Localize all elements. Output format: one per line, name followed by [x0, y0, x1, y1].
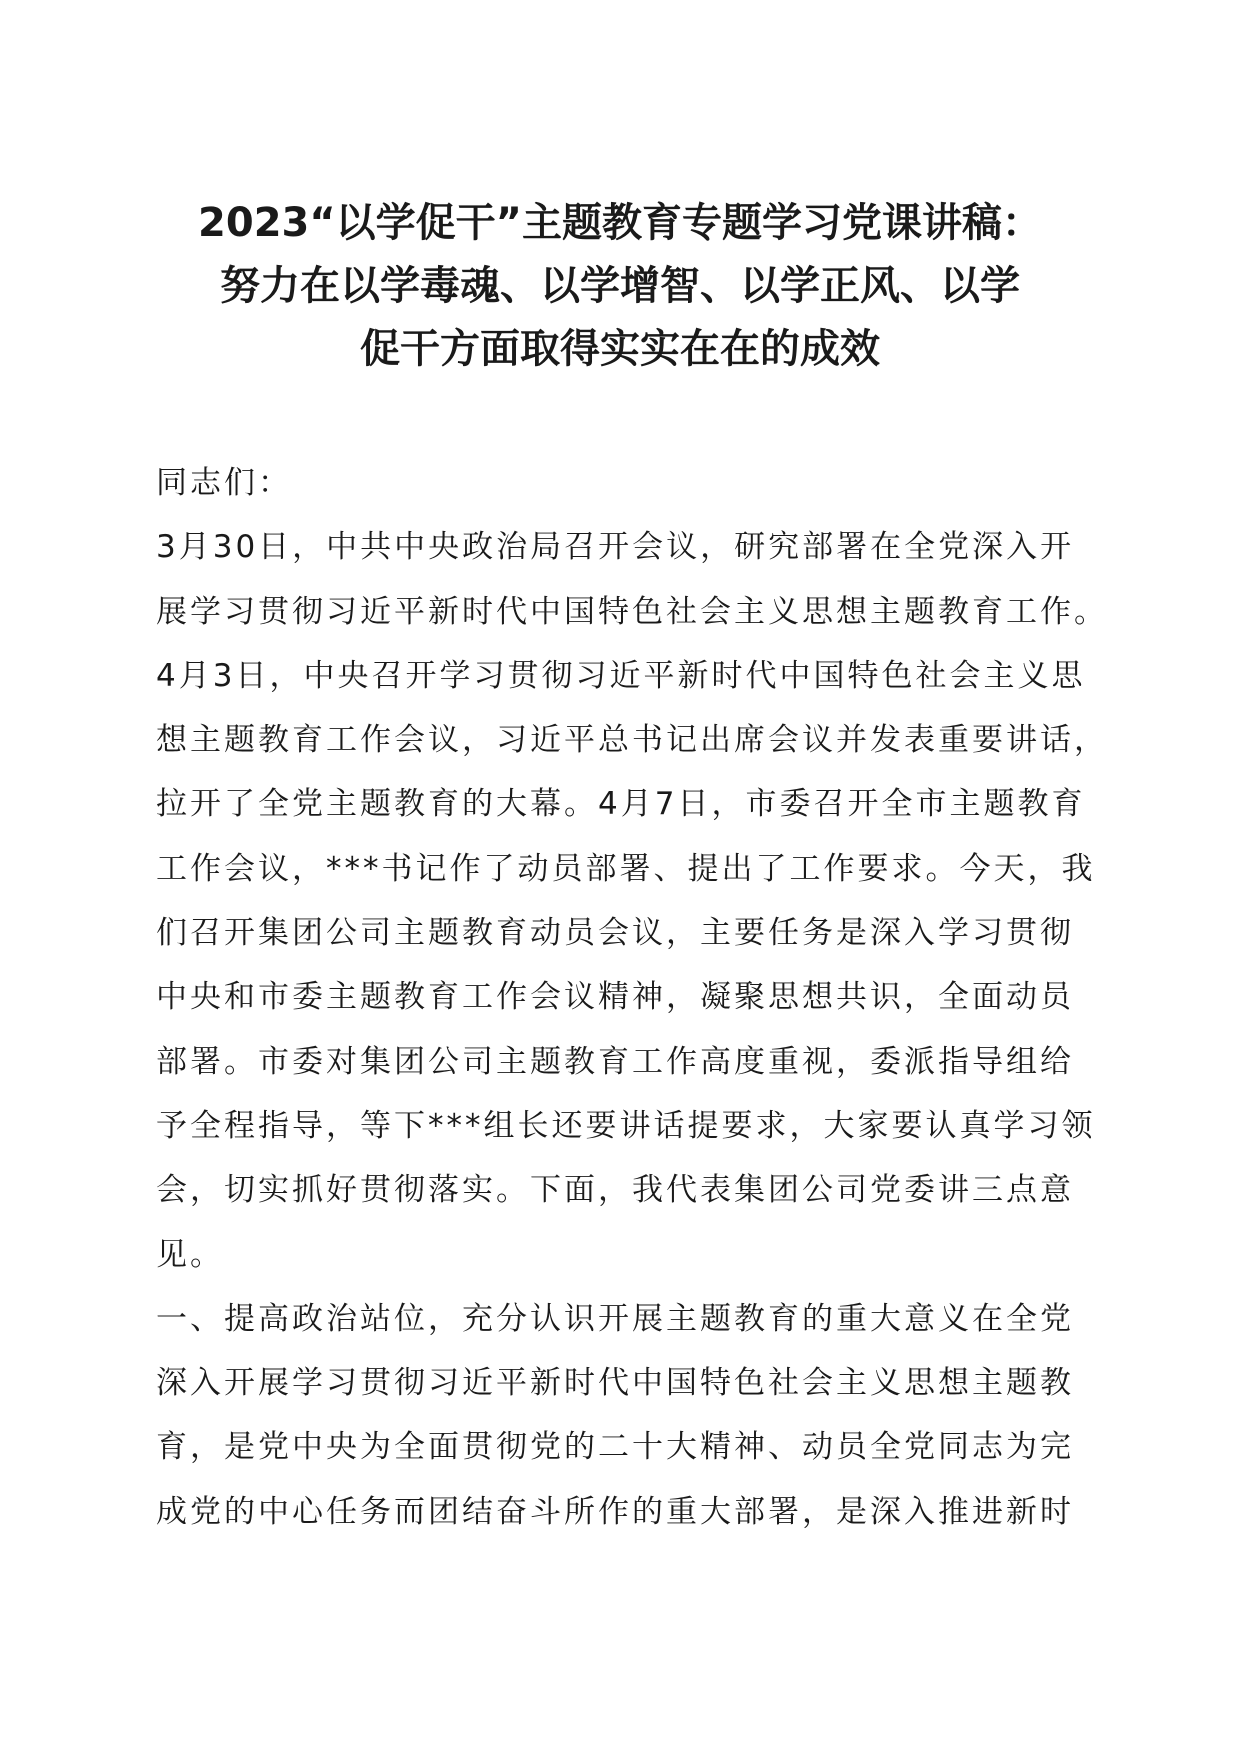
body-line: 予全程指导，等下***组长还要讲话提要求，大家要认真学习领 [156, 1107, 1096, 1144]
title-line: 努力在以学毒魂、以学增智、以学正风、以学 [220, 263, 1020, 309]
salutation: 同志们： [156, 465, 292, 501]
title-line: 2023“以学促干”主题教育专题学习党课讲稿： [198, 200, 1042, 246]
document-title [140, 192, 1100, 381]
body-line: 想主题教育工作会议，习近平总书记出席会议并发表重要讲话， [156, 722, 1108, 759]
body-line: 们召开集团公司主题教育动员会议，主要任务是深入学习贯彻 [156, 915, 1074, 952]
body-line: 会，切实抓好贯彻落实。下面，我代表集团公司党委讲三点意 [156, 1172, 1074, 1209]
body-line: 见。 [156, 1236, 224, 1273]
body-line: 展学习贯彻习近平新时代中国特色社会主义思想主题教育工作。 [156, 593, 1108, 630]
body-line: 拉开了全党主题教育的大幕。4月7日，市委召开全市主题教育 [156, 786, 1086, 823]
title-line: 促干方面取得实实在在的成效 [360, 326, 880, 372]
body-line: 部署。市委对集团公司主题教育工作高度重视，委派指导组给 [156, 1043, 1074, 1080]
body-line: 工作会议，***书记作了动员部署、提出了工作要求。今天，我 [156, 850, 1096, 887]
body-line: 中央和市委主题教育工作会议精神，凝聚思想共识，全面动员 [156, 979, 1074, 1016]
body-line: 深入开展学习贯彻习近平新时代中国特色社会主义思想主题教 [156, 1365, 1074, 1402]
body-line: 成党的中心任务而团结奋斗所作的重大部署，是深入推进新时 [156, 1493, 1074, 1530]
body-line: 育，是党中央为全面贯彻党的二十大精神、动员全党同志为完 [156, 1429, 1074, 1466]
body-line: 4月3日，中央召开学习贯彻习近平新时代中国特色社会主义思 [156, 657, 1086, 694]
section-heading: 一、提高政治站位，充分认识开展主题教育的重大意义在全党 [156, 1300, 1074, 1337]
document-body [156, 451, 1108, 1544]
body-line: 3月30日，中共中央政治局召开会议，研究部署在全党深入开 [156, 529, 1075, 566]
